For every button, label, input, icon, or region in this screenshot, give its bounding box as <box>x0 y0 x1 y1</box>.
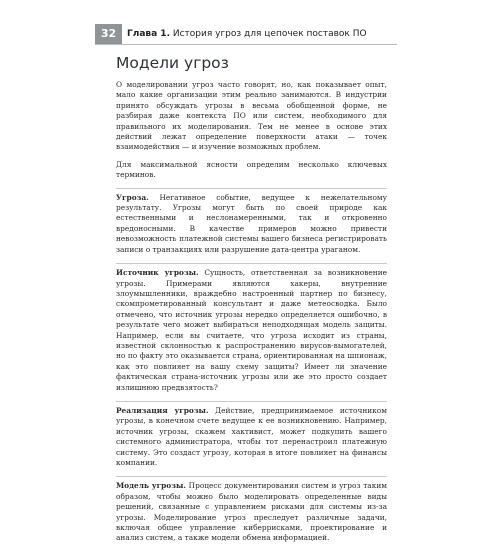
definition-term: Модель угрозы. <box>116 481 186 491</box>
definition-text: Процесс документирования систем и угроз таким образом, чтобы можно было моделировать определенные виды решений, связанные с управлением рисками для системы из-за угрозы. Моделирование угроз преследует различные задачи, включая общее управление киберрисками, проектирование и анализ систем, а также модели обмена информацией. <box>116 481 387 543</box>
running-head <box>127 24 367 44</box>
definition-term: Источник угрозы. <box>116 268 199 278</box>
chapter-title: История угроз для цепочек поставок ПО <box>172 29 367 39</box>
header-rule <box>95 44 397 45</box>
definition-term: Реализация угрозы. <box>116 405 209 415</box>
definition-threat-source <box>116 263 387 393</box>
section-title: Модели угроз <box>116 54 229 72</box>
definition-threat-model <box>116 476 387 543</box>
intro-paragraph: О моделировании угроз часто говорят, но, как показывает опыт, мало какие организации этим реально занимаются. В индустрии принято обсуждать угрозы в весьма обобщенной форме, не разбирая даже контекста ПО или систем, необходимого для правильного их моделирования. Тем не менее в основе этих действий лежат определение поверхности атаки — точек взаимодействия — и изучение возможных проблем. <box>116 80 387 152</box>
page-number: 32 <box>95 24 122 44</box>
definition-term: Угроза. <box>116 192 149 202</box>
definition-text: Сущность, ответственная за возникновение угрозы. Примерами являются хакеры, внутренние злоумышленники, враждебно настроенный партнер по бизнесу, скомпрометированный консультант и даже метеосводка. Было отмечено, что источник угрозы нередко определяется ошибочно, в результате чего может выбираться неподходящая модель защиты. Например, если вы считаете, что угроза исходит из страны, известной склонностью к распространению вирусов-вымогателей, но по факту это оказывается страна, ориентированная на шпионаж, как это повлияет на вашу схему защиты? Имеет ли значение фактическая страна-источник угрозы или же это просто создает излишнюю предвзятость? <box>116 268 387 392</box>
chapter-label: Глава 1. <box>127 29 170 39</box>
definition-text: Негативное событие, ведущее к нежелательному результату. Угрозы могут быть по своей природе как естественными и неслонамеренными, так и откровенно вредоносными. В качестве примеров можно привести невозможность платежной системы вашего бизнеса регистрировать записи о транзакциях или разрушение дата-центра ураганом. <box>116 192 387 254</box>
definition-text: Действие, предпринимаемое источником угрозы, в конечном счете ведущее к ее возникновению. Например, источник угрозы, скажем хактивист, может подкупить вашего системного администратора, чтобы тот перенастроил платежную систему. Это создаст угрозу, которая в итоге повлияет на финансы компании. <box>116 405 388 467</box>
definition-threat <box>116 188 387 255</box>
definition-threat-realization <box>116 401 387 468</box>
terms-intro-paragraph: Для максимальной ясности определим несколько ключевых терминов. <box>116 159 387 180</box>
body-text <box>116 80 387 552</box>
